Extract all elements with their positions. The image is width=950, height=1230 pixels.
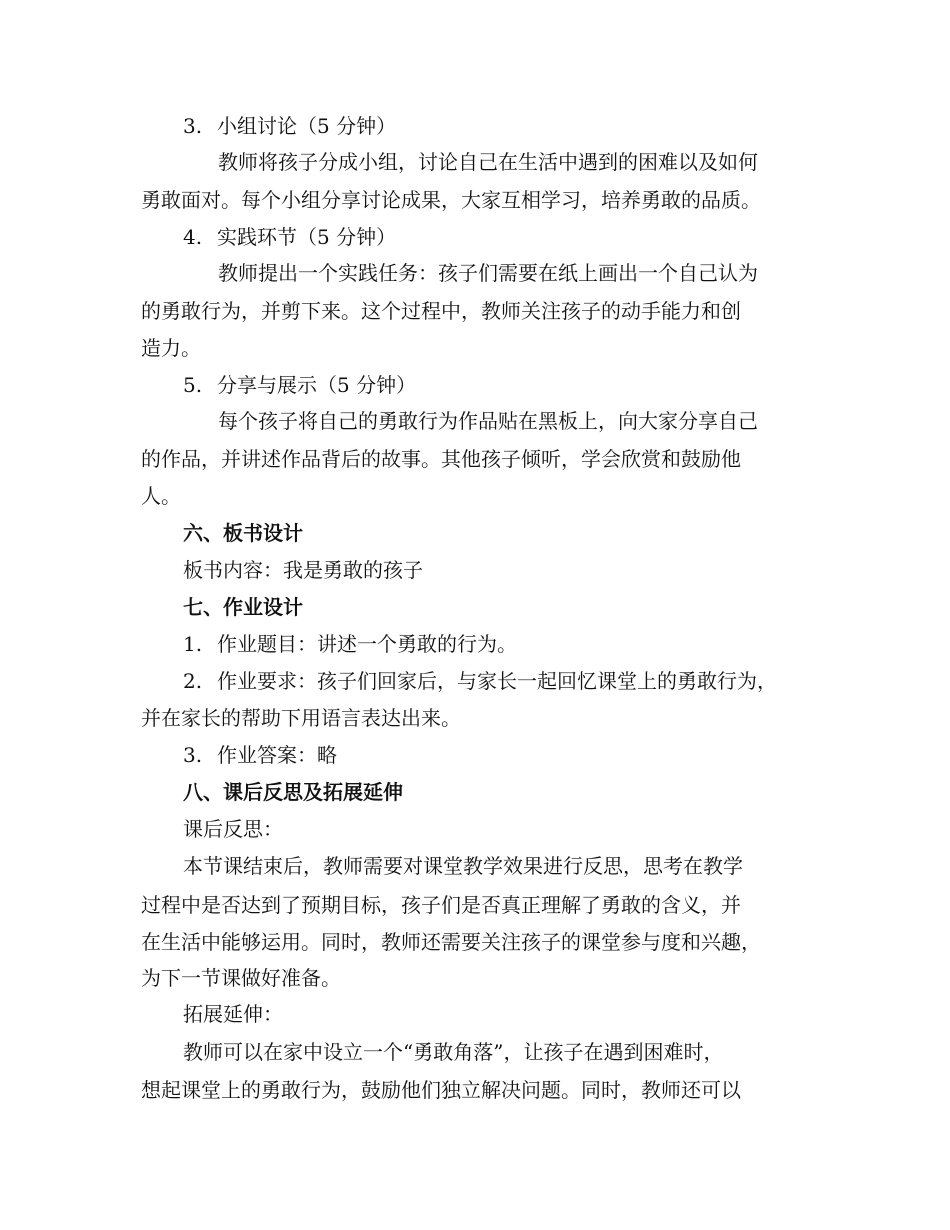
section-3-number: 3.: [183, 114, 203, 138]
section-4-number: 4.: [183, 225, 203, 249]
homework-item-1-number: 1.: [183, 632, 203, 656]
section-4-paragraph-line-2: 的勇敢行为，并剪下来。这个过程中，教师关注孩子的动手能力和创: [141, 299, 741, 323]
section-3-paragraph-line-2: 勇敢面对。每个小组分享讨论成果，大家互相学习，培养勇敢的品质。: [141, 188, 761, 212]
section-5-number: 5.: [183, 373, 203, 397]
reflection-label: 课后反思：: [183, 817, 283, 841]
reflection-paragraph-line-3: 在生活中能够运用。同时，教师还需要关注孩子的课堂参与度和兴趣，: [141, 930, 761, 954]
section-5-title: 分享与展示（5 分钟）: [217, 373, 417, 397]
section-5-paragraph-line-2: 的作品，并讲述作品背后的故事。其他孩子倾听，学会欣赏和鼓励他: [141, 447, 741, 471]
homework-item-2-text-line-1: 作业要求：孩子们回家后，与家长一起回忆课堂上的勇敢行为，: [217, 669, 777, 693]
heading-eight-reflection-extension: 八、课后反思及拓展延伸: [183, 780, 403, 804]
homework-item-2: [183, 667, 777, 695]
section-5-heading: [183, 371, 416, 399]
reflection-paragraph-line-4: 为下一节课做好准备。: [141, 966, 341, 990]
section-4-paragraph-line-1: 教师提出一个实践任务：孩子们需要在纸上画出一个自己认为: [218, 261, 758, 285]
section-3-heading: [183, 112, 396, 140]
extension-label: 拓展延伸：: [183, 1002, 283, 1026]
section-5-paragraph-line-3: 人。: [141, 484, 181, 508]
homework-item-1-text: 作业题目：讲述一个勇敢的行为。: [217, 632, 517, 656]
reflection-paragraph-line-2: 过程中是否达到了预期目标，孩子们是否真正理解了勇敢的含义，并: [141, 893, 741, 917]
heading-seven-homework-design: 七、作业设计: [183, 595, 303, 619]
board-content: 板书内容：我是勇敢的孩子: [183, 558, 423, 582]
homework-item-2-text-line-2: 并在家长的帮助下用语言表达出来。: [141, 706, 461, 730]
homework-item-3-text: 作业答案：略: [217, 743, 337, 767]
section-4-paragraph-line-3: 造力。: [141, 336, 201, 360]
extension-paragraph-line-2: 想起课堂上的勇敢行为，鼓励他们独立解决问题。同时，教师还可以: [141, 1078, 741, 1102]
section-3-title: 小组讨论（5 分钟）: [217, 114, 397, 138]
section-4-heading: [183, 223, 396, 251]
heading-six-board-design: 六、板书设计: [183, 521, 303, 545]
section-5-paragraph-line-1: 每个孩子将自己的勇敢行为作品贴在黑板上，向大家分享自己: [218, 409, 758, 433]
homework-item-3: [183, 741, 337, 769]
homework-item-1: [183, 630, 517, 658]
homework-item-3-number: 3.: [183, 743, 203, 767]
reflection-paragraph-line-1: 本节课结束后，教师需要对课堂教学效果进行反思，思考在教学: [183, 854, 743, 878]
section-4-title: 实践环节（5 分钟）: [217, 225, 397, 249]
homework-item-2-number: 2.: [183, 669, 203, 693]
extension-paragraph-line-1: 教师可以在家中设立一个“勇敢角落”，让孩子在遇到困难时，: [183, 1040, 724, 1064]
section-3-paragraph-line-1: 教师将孩子分成小组，讨论自己在生活中遇到的困难以及如何: [218, 150, 758, 174]
